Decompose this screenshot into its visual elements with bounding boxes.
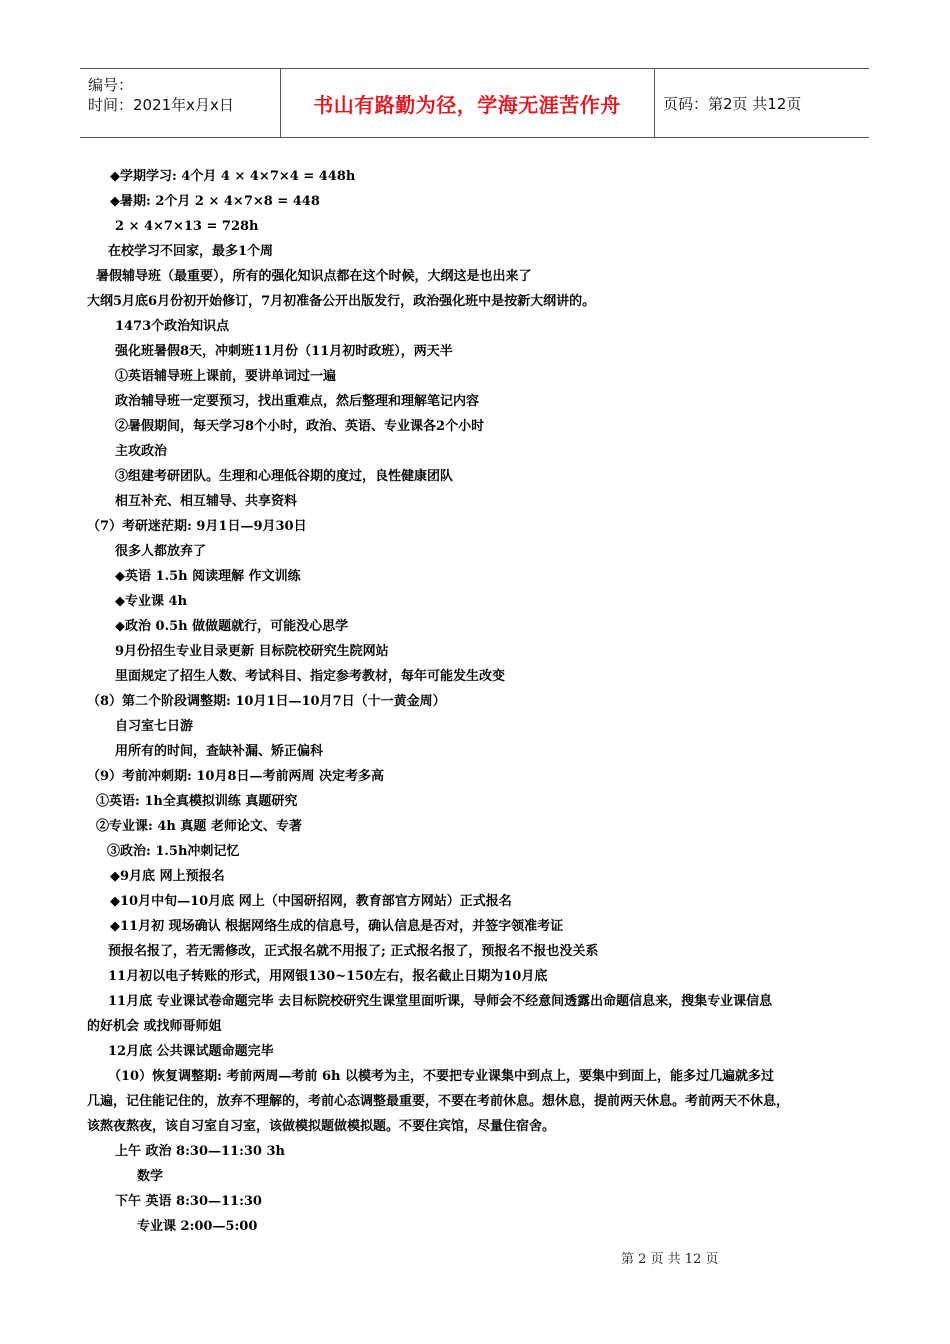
text-line: 该熬夜熬夜，该自习室自习室，该做模拟题做模拟题。不要住宾馆，尽量住宿舍。: [87, 1119, 556, 1134]
page-header: [80, 68, 869, 138]
header-motto: 书山有路勤为径，学海无涯苦作舟: [313, 92, 621, 117]
header-page-number: 页码：第2页 共12页: [663, 94, 802, 113]
text-line: ②暑假期间，每天学习8个小时，政治、英语、专业课各2个小时: [115, 419, 485, 434]
text-line: ③政治: 1.5h冲刺记忆: [107, 844, 240, 859]
text-line: 自习室七日游: [115, 719, 194, 734]
text-line: 几遍，记住能记住的，放弃不理解的，考前心态调整最重要，不要在考前休息。想休息，提前两天休息。考前两天不休息，: [87, 1094, 790, 1109]
text-line: 9月份招生专业目录更新 目标院校研究生院网站: [115, 644, 389, 659]
page-footer: 第 2 页 共 12 页: [621, 1252, 719, 1267]
text-line: ◆暑期: 2个月 2 × 4×7×8 = 448: [110, 194, 320, 209]
text-line: 下午 英语 8:30—11:30: [115, 1194, 262, 1209]
text-line: （7）考研迷茫期: 9月1日—9月30日: [87, 519, 307, 534]
text-line: 专业课 2:00—5:00: [137, 1219, 258, 1234]
document-date: 时间：2021年x月x日: [88, 96, 234, 114]
text-line: ②专业课: 4h 真题 老师论文、专著: [96, 819, 302, 834]
text-line: 很多人都放弃了: [115, 544, 207, 559]
text-line: ③组建考研团队。生理和心理低谷期的度过，良性健康团队: [115, 469, 454, 484]
text-line: 11月底 专业课试卷命题完毕 去目标院校研究生课堂里面听课，导师会不经意间透露出命题信息来，搜集专业课信息: [108, 994, 773, 1009]
text-line: 12月底 公共课试题命题完毕: [108, 1044, 274, 1059]
text-line: 数学: [137, 1169, 164, 1184]
text-line: 预报名报了，若无需修改，正式报名就不用报了; 正式报名报了，预报名不报也没关系: [108, 944, 599, 959]
text-line: 用所有的时间，查缺补漏、矫正偏科: [115, 744, 324, 759]
text-line: 大纲5月底6月份初开始修订，7月初准备公开出版发行，政治强化班中是按新大纲讲的。: [87, 294, 596, 309]
text-line: 相互补充、相互辅导、共享资料: [115, 494, 298, 509]
text-line: ◆学期学习: 4个月 4 × 4×7×4 = 448h: [110, 169, 356, 184]
text-line: 上午 政治 8:30—11:30 3h: [115, 1144, 285, 1159]
header-info: [88, 75, 278, 115]
text-line: 政治辅导班一定要预习，找出重难点，然后整理和理解笔记内容: [115, 394, 480, 409]
text-line: 里面规定了招生人数、考试科目、指定参考教材，每年可能发生改变: [115, 669, 506, 684]
text-line: ◆10月中旬—10月底 网上（中国研招网，教育部官方网站）正式报名: [110, 894, 512, 909]
text-line: ◆9月底 网上预报名: [110, 869, 225, 884]
text-line: ◆11月初 现场确认 根据网络生成的信息号，确认信息是否对，并签字领准考证: [110, 919, 564, 934]
text-line: ◆政治 0.5h 做做题就行，可能没心思学: [115, 619, 349, 634]
text-line: （10）恢复调整期: 考前两周—考前 6h 以模考为主，不要把专业课集中到点上，要集中到面上，能多过几遍就多过: [108, 1069, 774, 1084]
text-line: （8）第二个阶段调整期: 10月1日—10月7日（十一黄金周）: [87, 694, 446, 709]
text-line: 2 × 4×7×13 = 728h: [115, 219, 259, 234]
header-divider: [654, 69, 655, 137]
text-line: 1473个政治知识点: [115, 319, 230, 334]
text-line: ◆专业课 4h: [115, 594, 188, 609]
text-line: 主攻政治: [115, 444, 168, 459]
text-line: （9）考前冲刺期: 10月8日—考前两周 决定考多高: [87, 769, 385, 784]
text-line: 暑假辅导班（最重要），所有的强化知识点都在这个时候，大纲这是也出来了: [96, 269, 532, 284]
text-line: 在校学习不回家，最多1个周: [108, 244, 274, 259]
text-line: ①英语辅导班上课前，要讲单词过一遍: [115, 369, 337, 384]
text-line: 的好机会 或找师哥师姐: [87, 1019, 222, 1034]
text-line: ◆英语 1.5h 阅读理解 作文训练: [115, 569, 301, 584]
text-line: ①英语: 1h全真模拟训练 真题研究: [96, 794, 298, 809]
text-line: 11月初以电子转账的形式，用网银130~150左右，报名截止日期为10月底: [108, 969, 548, 984]
document-number: 编号：: [88, 76, 134, 94]
text-line: 强化班暑假8天，冲刺班11月份（11月初时政班），两天半: [115, 344, 453, 359]
